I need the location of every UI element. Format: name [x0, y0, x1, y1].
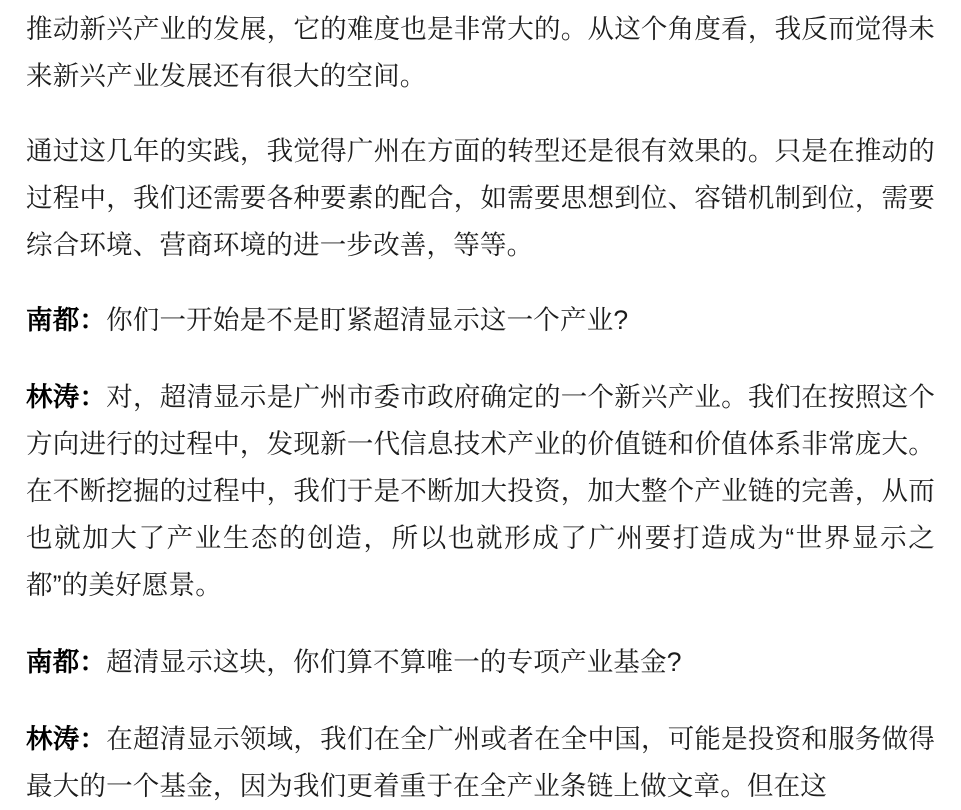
- paragraph-text: 超清显示这块，你们算不算唯一的专项产业基金?: [106, 647, 682, 677]
- speaker-separator: ：: [79, 647, 107, 677]
- paragraph-text: 在超清显示领域，我们在全广州或者在全中国，可能是投资和服务做得最大的一个基金，因为我们更着重于在全产业条链上做文章。但在这: [26, 724, 936, 801]
- qa-paragraph: [26, 716, 935, 810]
- speaker-label: 南都: [26, 647, 80, 677]
- qa-paragraph: [26, 639, 935, 686]
- speaker-separator: ：: [79, 382, 107, 412]
- speaker-separator: ：: [79, 305, 107, 335]
- qa-paragraph: [26, 374, 935, 609]
- qa-paragraph: [26, 297, 935, 344]
- speaker-label: 林涛: [26, 382, 80, 412]
- speaker-separator: ：: [79, 724, 107, 754]
- paragraph-text: 推动新兴产业的发展，它的难度也是非常大的。从这个角度看，我反而觉得未来新兴产业发展还有很大的空间。: [26, 14, 935, 91]
- paragraph: [26, 6, 935, 100]
- speaker-label: 南都: [26, 305, 80, 335]
- speaker-label: 林涛: [26, 724, 80, 754]
- paragraph-text: 对，超清显示是广州市委市政府确定的一个新兴产业。我们在按照这个方向进行的过程中，发现新一代信息技术产业的价值链和价值体系非常庞大。在不断挖掘的过程中，我们于是不断加大投资，加大整个产业链的完善，从而也就加大了产业生态的创造，所以也就形成了广州要打造成为“世界显示之都”的美好愿景。: [26, 382, 936, 600]
- paragraph-text: 你们一开始是不是盯紧超清显示这一个产业?: [106, 305, 629, 335]
- paragraph-text: 通过这几年的实践，我觉得广州在方面的转型还是很有效果的。只是在推动的过程中，我们还需要各种要素的配合，如需要思想到位、容错机制到位，需要综合环境、营商环境的进一步改善，等等。: [26, 136, 935, 260]
- paragraph: [26, 128, 935, 269]
